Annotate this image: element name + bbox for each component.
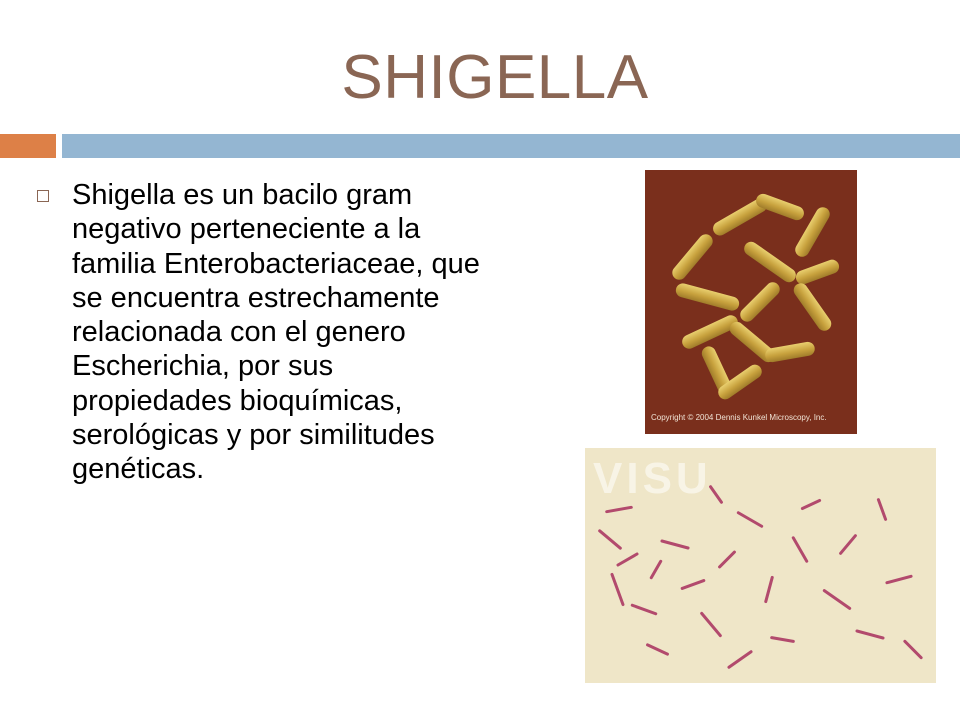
accent-bar-blue — [62, 134, 960, 158]
stained-rod — [717, 550, 736, 569]
image-watermark: VISU — [593, 454, 712, 503]
stained-rod — [791, 536, 809, 563]
stained-rod — [855, 629, 885, 640]
stained-rod — [700, 611, 723, 637]
bacterium-rod — [764, 341, 816, 363]
body-paragraph: Shigella es un bacilo gram negativo perteneciente a la familia Enterobacteriaceae, que se encuentra estrechamente relacionada con el genero Escherichia, por sus propiedades bioquímicas, serológicas y por similitudes genéticas. — [72, 179, 480, 486]
stained-rod — [727, 650, 753, 670]
bacterium-rod — [791, 280, 834, 333]
stained-rod — [649, 559, 663, 580]
stained-rod — [646, 643, 670, 656]
stained-rod — [616, 552, 639, 567]
stained-rod — [822, 589, 852, 611]
bacterium-rod — [674, 282, 740, 312]
stained-rod — [630, 603, 657, 615]
accent-bar-orange — [0, 134, 56, 158]
stained-rod — [660, 539, 690, 550]
stained-rod — [598, 529, 623, 551]
stained-rod — [800, 498, 821, 510]
bacterium-rod — [737, 279, 782, 324]
stained-rod — [605, 506, 633, 514]
stained-rod — [876, 498, 887, 522]
stained-rod — [885, 574, 913, 584]
stained-rod — [838, 534, 857, 556]
stained-rod — [903, 639, 924, 660]
image-copyright: Copyright © 2004 Dennis Kunkel Microscopy, Inc. — [651, 413, 827, 422]
bacteria-sem-image — [645, 170, 857, 434]
stained-rod — [764, 576, 774, 604]
stained-rod — [610, 573, 625, 607]
bacteria-stain-image — [585, 448, 936, 683]
bacterium-rod — [741, 239, 798, 285]
slide-title: SHIGELLA — [341, 43, 649, 112]
bacterium-rod — [754, 192, 806, 222]
stained-rod — [770, 636, 795, 643]
bullet-square-icon — [37, 190, 49, 202]
stained-rod — [736, 511, 763, 529]
stained-rod — [680, 579, 705, 591]
bacterium-rod — [669, 231, 715, 282]
